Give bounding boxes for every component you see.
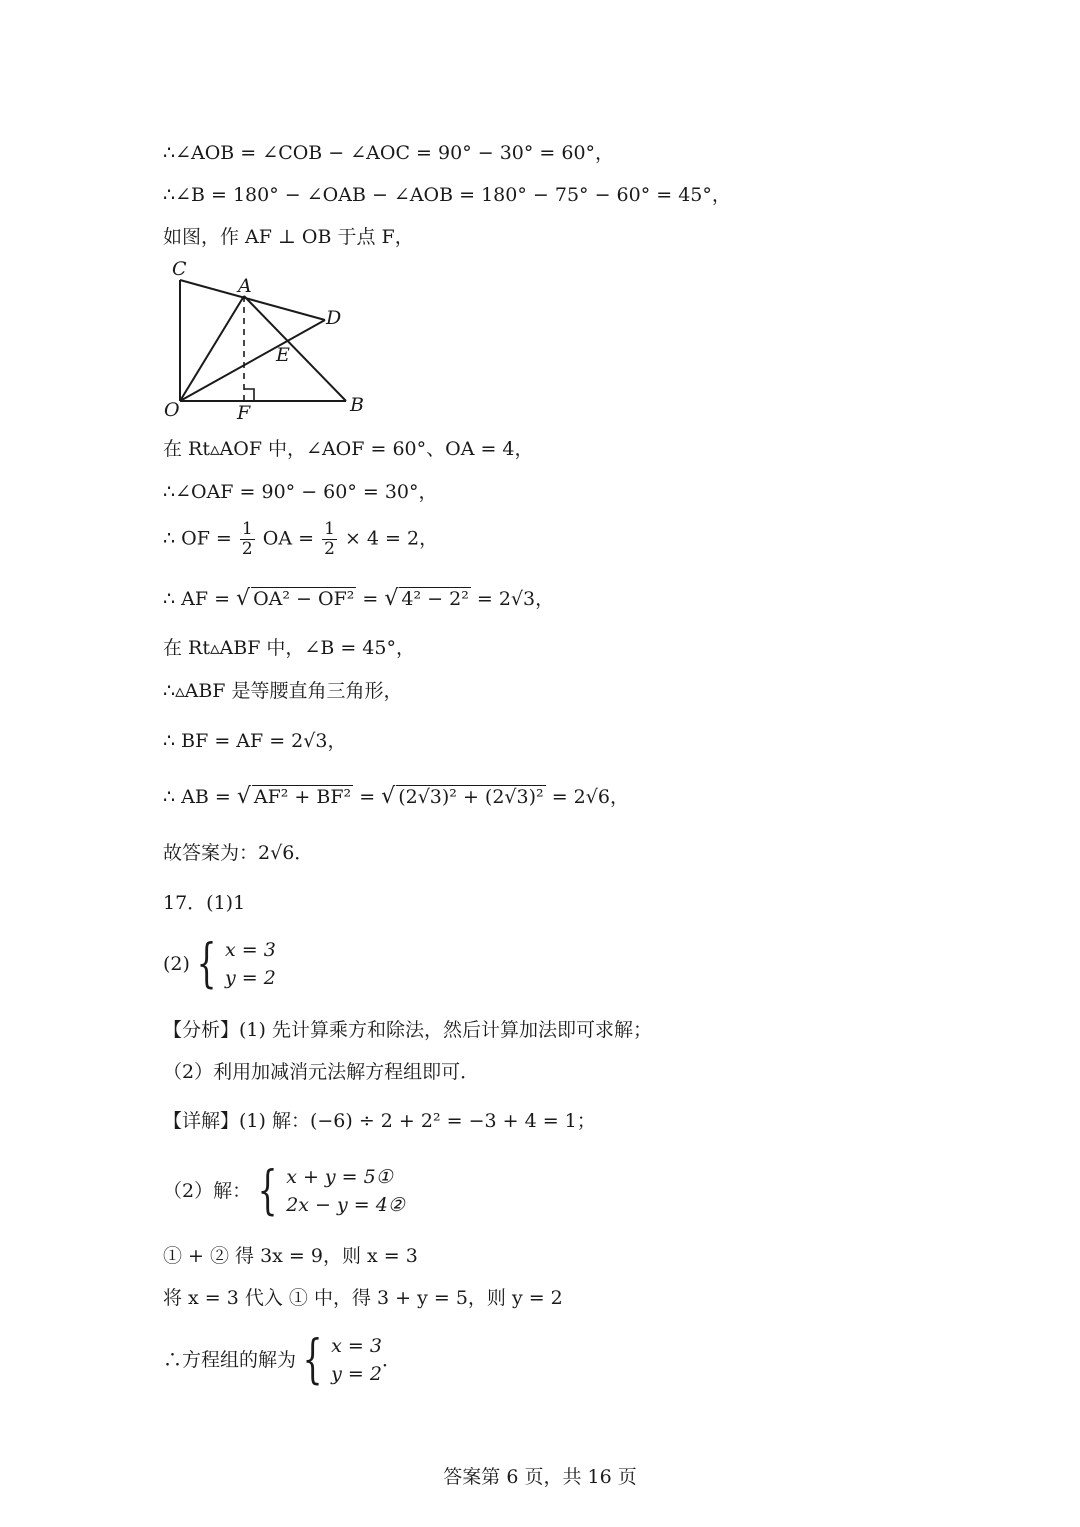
answer-line: 故答案为：2√6．: [163, 842, 314, 864]
radical-oa-of: OA² − OF²: [253, 588, 355, 610]
label-e: E: [276, 344, 290, 366]
radical-2root3: (2√3)² + (2√3)²: [398, 786, 544, 808]
question-17-part2: (2) { x = 3 y = 2: [163, 934, 276, 994]
step-of: ∴ OF = $\frac{1}{2}$ OA = $\frac{1}{2}$ × 4 = 2，: [163, 519, 439, 559]
label-d: D: [326, 307, 342, 329]
label-o: O: [164, 399, 180, 421]
step-angle-oaf: ∴∠OAF = 90° − 60° = 30°，: [163, 481, 438, 503]
step-isosceles: ∴▵ABF 是等腰直角三角形，: [163, 680, 403, 702]
step-construct-af: 如图，作 AF ⊥ OB 于点 F，: [163, 226, 414, 248]
step-bf: ∴ BF = AF = 2√3，: [163, 730, 347, 752]
step-ab: ∴ AB = √ AF² + BF² = √ (2√3)² + (2√3)² = 2√6，: [163, 784, 629, 809]
step-rt-aof: 在 Rt▵AOF 中，∠AOF = 60°、OA = 4，: [163, 438, 534, 460]
fraction-half-1: $\frac{1}{2}$: [241, 519, 253, 559]
question-17-part1: 17．(1)1: [163, 892, 246, 914]
detail-1: 【详解】(1) 解：(−6) ÷ 2 + 2² = −3 + 4 = 1；: [163, 1110, 596, 1132]
detail-solution: ∴方程组的解为 { x = 3 y = 2 ．: [163, 1330, 401, 1390]
step-rt-abf: 在 Rt▵ABF 中，∠B = 45°，: [163, 637, 415, 659]
detail-substitute: 将 x = 3 代入 ① 中，得 3 + y = 5，则 y = 2: [163, 1287, 563, 1309]
step-angle-b: ∴∠B = 180° − ∠OAB − ∠AOB = 180° − 75° − 60° = 45°，: [163, 184, 731, 206]
detail-add: ① + ② 得 3x = 9，则 x = 3: [163, 1245, 418, 1267]
segment-oa: [180, 296, 244, 401]
analysis-2: （2）利用加减消元法解方程组即可．: [163, 1061, 480, 1083]
detail-2-system: （2）解： { x + y = 5① 2x − y = 4②: [163, 1161, 405, 1221]
label-f: F: [237, 402, 251, 424]
segment-cd: [180, 280, 325, 320]
page-footer: 答案第 6 页，共 16 页: [443, 1466, 637, 1488]
label-b: B: [350, 394, 364, 416]
step-af: ∴ AF = √ OA² − OF² = √ 4² − 2² = 2√3，: [163, 586, 555, 611]
right-angle-mark: [244, 389, 254, 401]
fraction-half-2: $\frac{1}{2}$: [324, 519, 335, 559]
radical-4-2: 4² − 2²: [401, 588, 469, 610]
analysis-1: 【分析】(1) 先计算乘方和除法，然后计算加法即可求解；: [163, 1019, 652, 1041]
label-c: C: [172, 258, 187, 280]
label-a: A: [238, 275, 252, 297]
geometry-figure: [158, 256, 388, 428]
radical-af-bf: AF² + BF²: [253, 786, 352, 808]
step-angle-aob: ∴∠AOB = ∠COB − ∠AOC = 90° − 30° = 60°，: [163, 142, 615, 164]
